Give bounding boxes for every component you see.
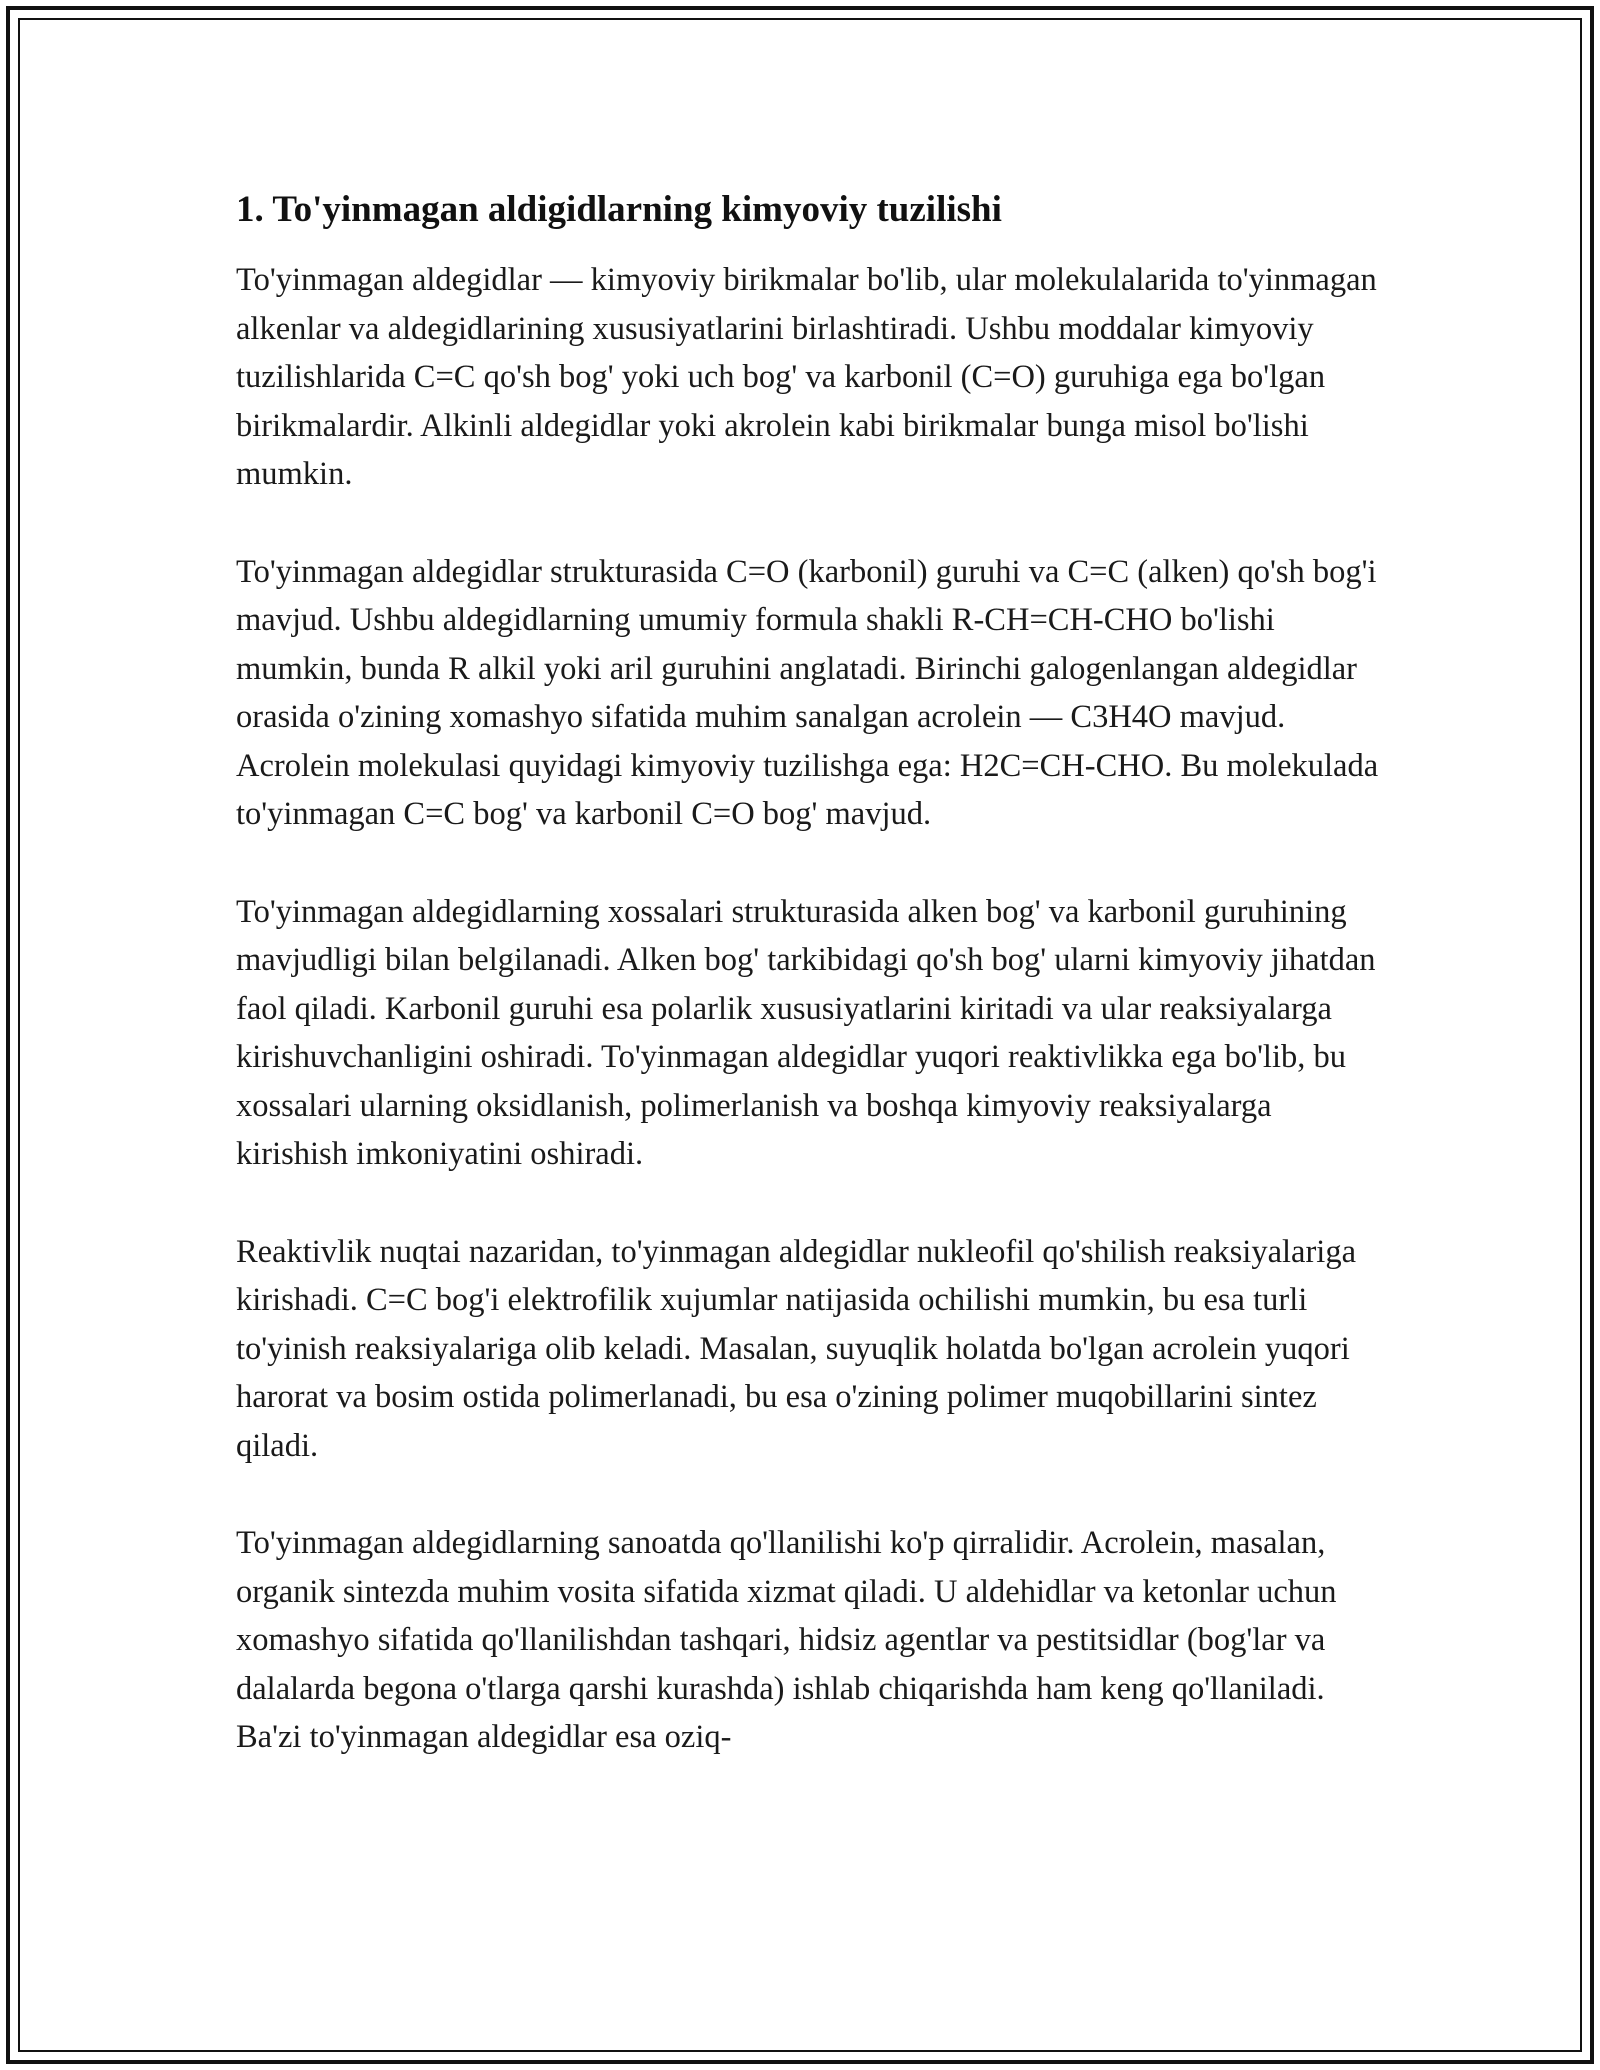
- paragraph-5: To'yinmagan aldegidlarning sanoatda qo'llanilishi ko'p qirralidir. Acrolein, masalan, organik sintezda muhim vosita sifatida xizmat qiladi. U aldehidlar va ketonlar uchun xomashyo sifatida qo'llanilishdan tashqari, hidsiz agentlar va pestitsidlar (bog'lar va dalalarda begona o'tlarga qarshi kurashda) ishlab chiqarishda ham keng qo'llaniladi. Ba'zi to'yinmagan aldegidlar esa oziq-: [236, 1525, 1337, 1756]
- paragraph-1: To'yinmagan aldegidlar — kimyoviy birikmalar bo'lib, ular molekulalarida to'yinmagan alkenlar va aldegidlarining xususiyatlarini birlashtiradi. Ushbu moddalar kimyoviy tuzilishlarida C=C qo'sh bog' yoki uch bog' va karbonil (C=O) guruhiga ega bo'lgan birikmalardir. Alkinli aldegidlar yoki akrolein kabi birikmalar bunga misol bo'lishi mumkin.: [236, 262, 1377, 493]
- paragraph-4: Reaktivlik nuqtai nazaridan, to'yinmagan aldegidlar nukleofil qo'shilish reaksiyalariga kirishadi. C=C bog'i elektrofilik xujumlar natijasida ochilishi mumkin, bu esa turli to'yinish reaksiyalariga olib keladi. Masalan, suyuqlik holatda bo'lgan acrolein yuqori harorat va bosim ostida polimerlanadi, bu esa o'zining polimer muqobillarini sintez qiladi.: [236, 1233, 1356, 1464]
- section-heading: 1. To'yinmagan aldigidlarning kimyoviy tuzilishi: [236, 189, 1002, 230]
- document-body: [236, 186, 1386, 1811]
- paragraph-2: To'yinmagan aldegidlar strukturasida C=O (karbonil) guruhi va C=C (alken) qo'sh bog'i mavjud. Ushbu aldegidlarning umumiy formula shakli R-CH=CH-CHO bo'lishi mumkin, bunda R alkil yoki aril guruhini anglatadi. Birinchi galogenlangan aldegidlar orasida o'zining xomashyo sifatida muhim sanalgan acrolein — C3H4O mavjud. Acrolein molekulasi quyidagi kimyoviy tuzilishga ega: H2C=CH-CHO. Bu molekulada to'yinmagan C=C bog' va karbonil C=O bog' mavjud.: [236, 553, 1379, 833]
- paragraph-3: To'yinmagan aldegidlarning xossalari strukturasida alken bog' va karbonil guruhining mavjudligi bilan belgilanadi. Alken bog' tarkibidagi qo'sh bog' ularni kimyoviy jihatdan faol qiladi. Karbonil guruhi esa polarlik xususiyatlarini kiritadi va ular reaksiyalarga kirishuvchanligini oshiradi. To'yinmagan aldegidlar yuqori reaktivlikka ega bo'lib, bu xossalari ularning oksidlanish, polimerlanish va boshqa kimyoviy reaksiyalarga kirishish imkoniyatini oshiradi.: [236, 893, 1376, 1173]
